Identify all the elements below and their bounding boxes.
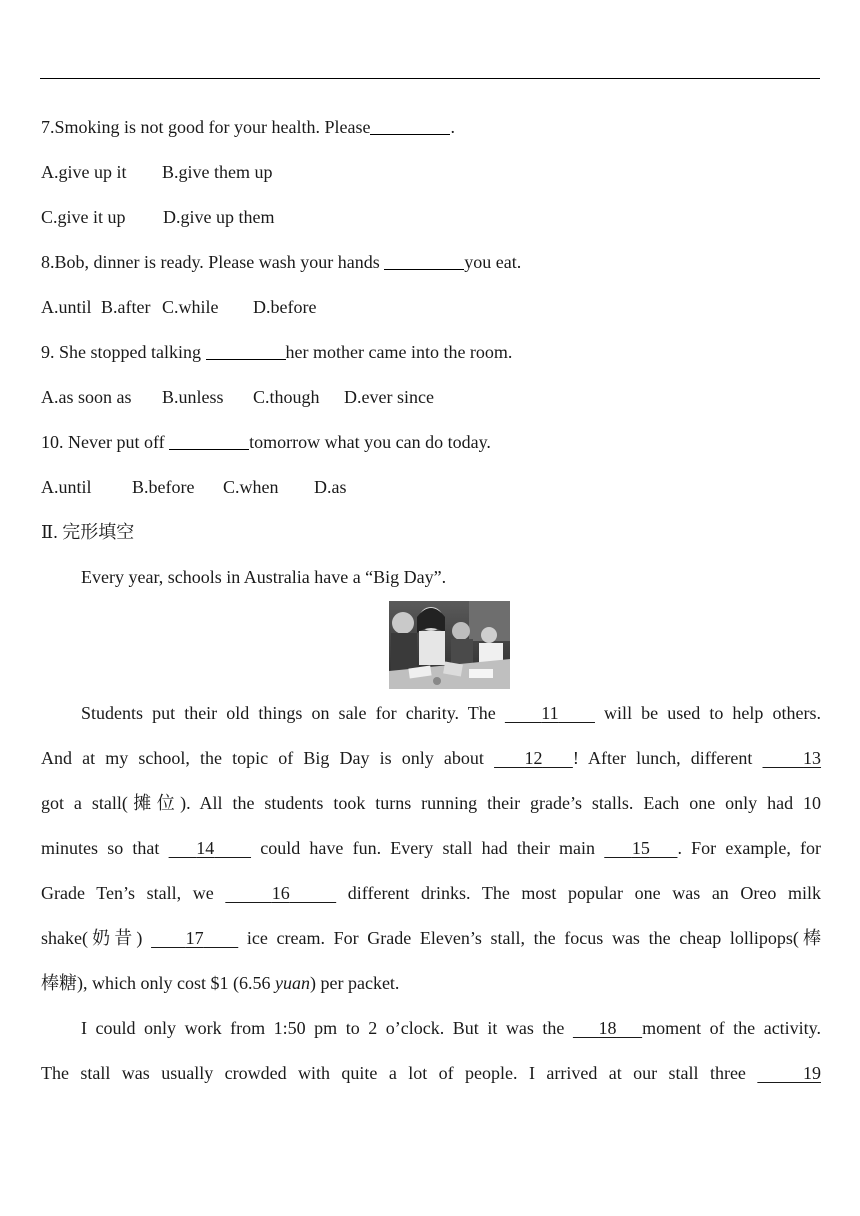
option-c: C.give it up	[41, 207, 126, 227]
passage-line: The stall was usually crowded with quite a lot of people. I arrived at our stall three 19	[41, 1063, 821, 1083]
blank-15: 15	[631, 838, 650, 858]
passage-line: got a stall(摊位). All the students took turns running their grade’s stalls. Each one only had 10	[41, 793, 821, 813]
option-d: D.before	[253, 297, 317, 317]
passage-line: minutes so that 14 could have fun. Every stall had their main 15 . For example, for	[41, 838, 822, 858]
photo-children-at-stall	[389, 601, 510, 689]
question-9: 9. She stopped talking her mother came into the room.	[41, 342, 513, 362]
option-b: B.give them up	[162, 162, 273, 182]
blank-16: 16	[271, 883, 290, 903]
option-a: A.until	[41, 477, 92, 497]
option-d: D.as	[314, 477, 347, 497]
blank-19: 19	[803, 1063, 821, 1083]
blank-13: 13	[803, 748, 822, 768]
answer-blank	[370, 118, 450, 135]
passage-line: 棒糖), which only cost $1 (6.56 yuan) per packet.	[41, 973, 400, 993]
blank-12: 12	[524, 748, 543, 768]
passage-line: I could only work from 1:50 pm to 2 o’clock. But it was the 18 moment of the activity.	[81, 1018, 822, 1038]
passage-line: And at my school, the topic of Big Day is only about 12 ! After lunch, different 13	[41, 748, 822, 768]
answer-blank	[169, 433, 249, 450]
option-d: D.give up them	[163, 207, 275, 227]
option-d: D.ever since	[344, 387, 434, 407]
section-heading: Ⅱ. 完形填空	[41, 522, 135, 542]
answer-blank	[384, 253, 464, 270]
blank-17: 17	[185, 928, 204, 948]
question-8: 8.Bob, dinner is ready. Please wash your hands you eat.	[41, 252, 522, 272]
passage-intro: Every year, schools in Australia have a “Big Day”.	[81, 567, 447, 587]
question-10: 10. Never put off tomorrow what you can do today.	[41, 432, 491, 452]
question-7: 7.Smoking is not good for your health. Please .	[41, 117, 455, 137]
blank-14: 14	[196, 838, 215, 858]
answer-blank	[206, 343, 286, 360]
option-a: A.give up it	[41, 162, 127, 182]
passage-line: shake(奶昔) 17 ice cream. For Grade Eleven’s stall, the focus was the cheap lollipops(棒	[41, 928, 821, 948]
blank-18: 18	[598, 1018, 617, 1038]
option-a: A.as soon as	[41, 387, 132, 407]
option-a: A.until	[41, 297, 92, 317]
blank-11: 11	[541, 703, 559, 723]
option-c: C.when	[223, 477, 279, 497]
header-rule	[40, 78, 820, 79]
passage-line: Students put their old things on sale for charity. The 11 will be used to help others.	[81, 703, 821, 723]
option-c: C.though	[253, 387, 320, 407]
passage-line: Grade Ten’s stall, we 16 different drinks. The most popular one was an Oreo milk	[41, 883, 822, 903]
option-b: B.unless	[162, 387, 224, 407]
option-b: B.after	[101, 297, 151, 317]
option-b: B.before	[132, 477, 195, 497]
option-c: C.while	[162, 297, 219, 317]
